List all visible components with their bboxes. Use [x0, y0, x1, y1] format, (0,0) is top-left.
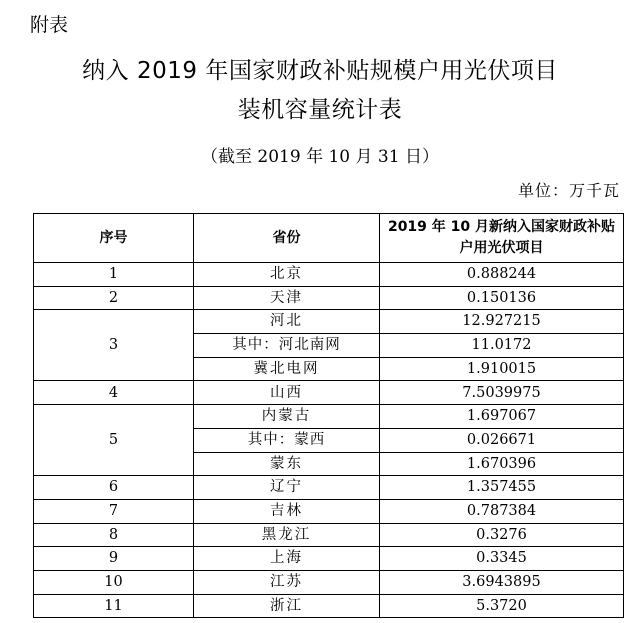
table-row [34, 570, 624, 594]
unit-label: 单位：万千瓦 [517, 181, 620, 200]
capacity-value-cell: 11.0172 [380, 334, 624, 358]
table-row [34, 476, 624, 500]
capacity-value-cell: 7.5039975 [380, 381, 624, 405]
capacity-value-cell: 1.697067 [380, 405, 624, 429]
serial-number-cell: 9 [34, 547, 194, 571]
header-capacity: 2019 年 10 月新纳入国家财政补贴户用光伏项目 [380, 214, 624, 263]
document-title-line-1: 纳入 2019 年国家财政补贴规模户用光伏项目 [82, 58, 558, 84]
serial-number-cell: 4 [34, 381, 194, 405]
capacity-value-cell: 0.3276 [380, 523, 624, 547]
province-cell: 北京 [194, 263, 380, 287]
table-row [34, 405, 624, 429]
province-cell: 河北 [194, 310, 380, 334]
table-body [34, 263, 624, 618]
table-row [34, 381, 624, 405]
province-cell: 蒙东 [194, 452, 380, 476]
capacity-value-cell: 0.3345 [380, 547, 624, 571]
table-row [34, 594, 624, 618]
province-cell: 冀北电网 [194, 357, 380, 381]
table-row [34, 547, 624, 571]
province-cell: 浙江 [194, 594, 380, 618]
capacity-value-cell: 1.357455 [380, 476, 624, 500]
province-cell: 山西 [194, 381, 380, 405]
serial-number-cell: 6 [34, 476, 194, 500]
province-cell: 内蒙古 [194, 405, 380, 429]
capacity-value-cell: 5.3720 [380, 594, 624, 618]
capacity-table [33, 213, 624, 618]
table-header-row [34, 214, 624, 263]
serial-number-cell: 8 [34, 523, 194, 547]
serial-number-cell: 3 [34, 310, 194, 381]
capacity-value-cell: 1.910015 [380, 357, 624, 381]
table-row [34, 263, 624, 287]
capacity-value-cell: 12.927215 [380, 310, 624, 334]
province-cell: 天津 [194, 286, 380, 310]
serial-number-cell: 10 [34, 570, 194, 594]
province-cell: 江苏 [194, 570, 380, 594]
capacity-value-cell: 0.150136 [380, 286, 624, 310]
province-cell: 其中：蒙西 [194, 428, 380, 452]
capacity-value-cell: 0.026671 [380, 428, 624, 452]
serial-number-cell: 2 [34, 286, 194, 310]
table-row [34, 286, 624, 310]
capacity-value-cell: 0.787384 [380, 499, 624, 523]
capacity-value-cell: 0.888244 [380, 263, 624, 287]
header-serial-number: 序号 [34, 214, 194, 263]
table-row [34, 523, 624, 547]
attachment-label: 附表 [30, 14, 69, 36]
table-row [34, 499, 624, 523]
serial-number-cell: 1 [34, 263, 194, 287]
serial-number-cell: 7 [34, 499, 194, 523]
table-row [34, 310, 624, 334]
header-province: 省份 [194, 214, 380, 263]
province-cell: 吉林 [194, 499, 380, 523]
province-cell: 上海 [194, 547, 380, 571]
serial-number-cell: 11 [34, 594, 194, 618]
document-title-line-2: 装机容量统计表 [237, 97, 403, 123]
province-cell: 其中：河北南网 [194, 334, 380, 358]
date-subtitle: （截至 2019 年 10 月 31 日） [201, 147, 439, 167]
capacity-value-cell: 1.670396 [380, 452, 624, 476]
capacity-value-cell: 3.6943895 [380, 570, 624, 594]
serial-number-cell: 5 [34, 405, 194, 476]
province-cell: 辽宁 [194, 476, 380, 500]
province-cell: 黑龙江 [194, 523, 380, 547]
